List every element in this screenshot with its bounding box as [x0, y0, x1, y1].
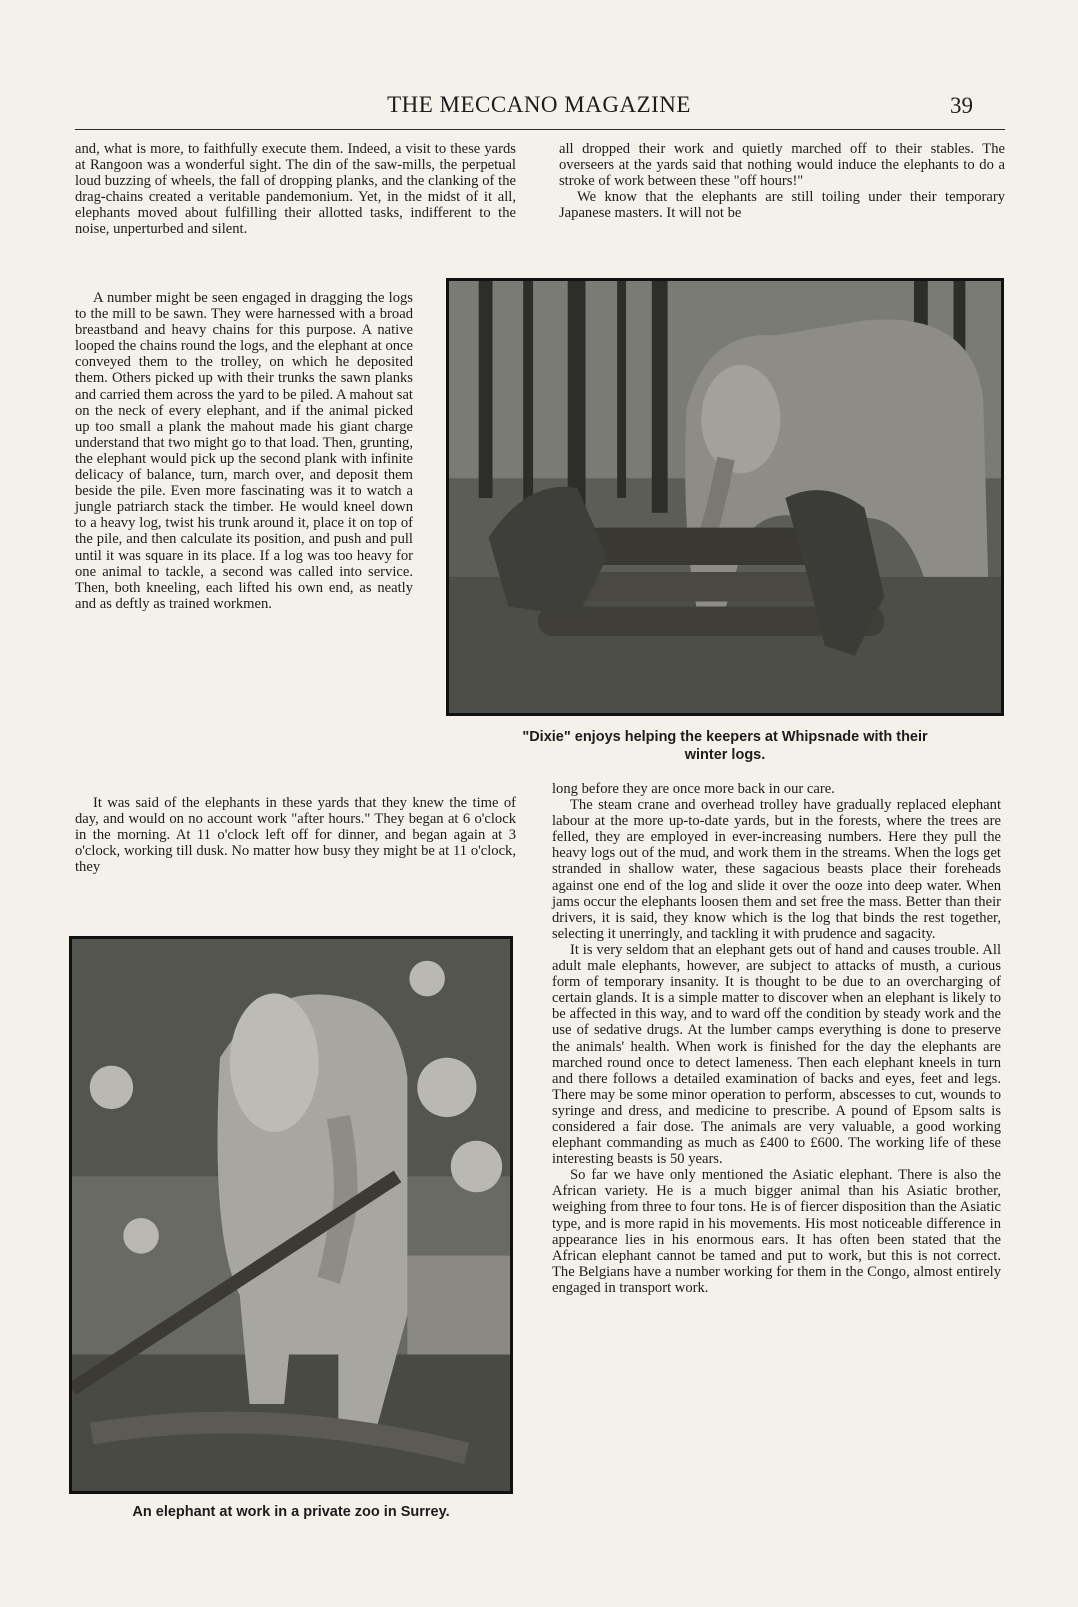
article-paragraph: So far we have only mentioned the Asiatic elephant. There is also the African variety. He is a much bigger animal than his Asiatic brother, weighing from three to four tons. He is of fiercer disposition than the Asiatic type, and is more rapid in his movements. His most noticeable difference in appearance lies in his enormous ears. It has often been stated that the African elephant cannot be tamed and put to work, but this is not correct. The Belgians have a number working for them in the Congo, almost entirely engaged in transport work. [552, 1167, 1001, 1296]
article-col1-top [75, 141, 516, 238]
page-number: 39 [950, 93, 973, 118]
article-paragraph: We know that the elephants are still toiling under their temporary Japanese masters. It will not be [559, 189, 1005, 222]
article-col2-top [559, 141, 1005, 221]
article-paragraph: It was said of the elephants in these yards that they knew the time of day, and would on no account work "after hours." They began at 6 o'clock in the morning. At 11 o'clock left off for dinner, and began again at 3 o'clock, working till dusk. No matter how busy they might be at 11 o'clock, they [75, 795, 516, 876]
article-paragraph: all dropped their work and quietly marched off to their stables. The overseers at the yards said that nothing would induce the elephants to do a stroke of work between these "off hours!" [559, 141, 1005, 190]
dixie-caption-line: "Dixie" enjoys helping the keepers at Whipsnade with their [522, 729, 928, 745]
header-rule [75, 129, 1005, 130]
article-col2-bottom [552, 781, 1001, 1296]
surrey-caption: An elephant at work in a private zoo in Surrey. [132, 1504, 450, 1520]
surrey-elephant-photo [69, 936, 513, 1494]
article-paragraph: long before they are once more back in our care. [552, 781, 835, 797]
article-paragraph: It is very seldom that an elephant gets out of hand and causes trouble. All adult male elephants, however, are subject to attacks of musth, a curious form of temporary insanity. It is thought to be due to an overcharging of certain glands. It is a simple matter to discover when an elephant is likely to be affected in this way, and to ward off the condition by steady work and the use of sedative drugs. At the lumber camps everything is done to preserve the animals' health. When work is finished for the day the elephants are marched round once to detect lameness. Then each elephant kneels in turn and there follows a detailed examination of backs and eyes, feet and legs. There may be some minor operation to perform, abscesses to cut, wounds to syringe and dress, and medicine to prescribe. A pound of Epsom salts is considered a fair dose. The animals are very valuable, a good working elephant commanding as much as £400 to £600. The working life of these interesting beasts is 50 years. [552, 941, 1001, 1168]
dixie-photo-image [449, 281, 1001, 713]
article-col1-narrow [75, 290, 413, 612]
article-paragraph: The steam crane and overhead trolley have gradually replaced elephant labour at the more up-to-date yards, but in the forests, where the trees are felled, they are employed in ever-increasing numbers. Here they pull the heavy logs out of the mud, and work them in the streams. When the logs get stranded in shallow water, these sagacious beasts place their foreheads against one end of the log and slide it over the ooze into deep water. When jams occur the elephants loosen them and set free the mass. Better than their drivers, it is said, they know which is the log that binds the rest together, selecting it unerringly, and tackling it with prudence and sagacity. [552, 797, 1001, 942]
article-paragraph: A number might be seen engaged in dragging the logs to the mill to be sawn. They were harnessed with a broad breastband and heavy chains for this purpose. A native looped the chains round the logs, and the elephant at once conveyed them to the trolley, on which he deposited them. Others picked up with their trunks the sawn planks and carried them across the yard to be piled. A mahout sat on the neck of every elephant, and if the animal picked up too small a plank the mahout made his giant charge understand that two might go to that load. Then, grunting, the elephant would pick up the second plank with infinite delicacy of balance, turn, march over, and deposit them beside the pile. Even more fascinating was it to watch a jungle patriarch stack the timber. He would kneel down to a heavy log, twist his trunk around it, place it on top of the pile, and then calculate its position, and push and pull until it was square in its place. If a log was too heavy for one animal to tackle, a second was called into service. Then, both kneeling, each lifted his own end, as neatly and as deftly as trained workmen. [75, 290, 413, 612]
dixie-caption [446, 728, 1004, 764]
article-col1-bottom [75, 795, 516, 875]
page-title: THE MECCANO MAGAZINE [387, 92, 691, 117]
dixie-caption-line: winter logs. [684, 747, 766, 763]
dixie-photo [446, 278, 1004, 716]
article-paragraph: and, what is more, to faithfully execute them. Indeed, a visit to these yards at Rangoon was a wonderful sight. The din of the saw-mills, the perpetual loud buzzing of wheels, the fall of dropping planks, and the clanking of the drag-chains created a veritable pandemonium. Yet, in the midst of it all, elephants moved about fulfilling their allotted tasks, indifferent to the noise, unperturbed and silent. [75, 141, 516, 238]
surrey-elephant-photo-image [72, 939, 510, 1491]
